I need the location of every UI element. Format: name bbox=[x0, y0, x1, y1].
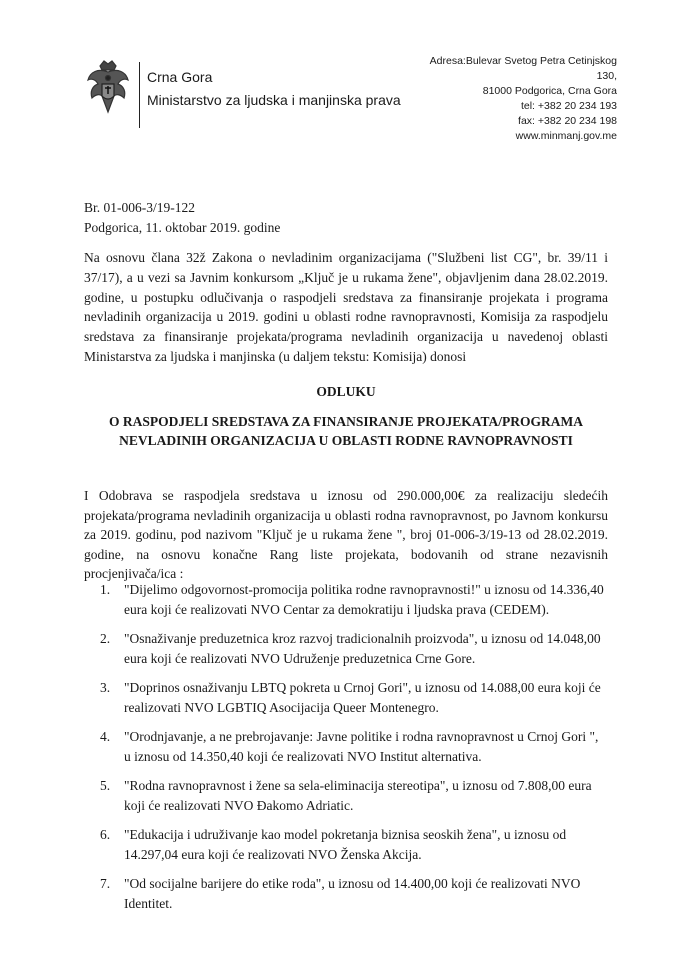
list-item-text: "Od socijalne barijere do etike roda", u iznosu od 14.400,00 koji će realizovati NVO Identitet. bbox=[124, 875, 581, 911]
website: www.minmanj.gov.me bbox=[515, 130, 617, 142]
list-item-text: "Edukacija i udruživanje kao model pokretanja biznisa seoskih žena", u iznosu od 14.297,04 eura koji će realizovati NVO Ženska Akcija. bbox=[124, 826, 567, 862]
subtitle-line1: O RASPODJELI SREDSTAVA ZA FINANSIRANJE PROJEKATA/PROGRAMA bbox=[109, 414, 583, 429]
address-line2: 130, bbox=[596, 70, 617, 82]
institution-name bbox=[147, 66, 401, 112]
list-item-number: 7. bbox=[100, 875, 111, 891]
address-line1: Adresa:Bulevar Svetog Petra Cetinjskog bbox=[429, 55, 617, 67]
intro-paragraph: Na osnovu člana 32ž Zakona o nevladinim organizacijama ("Službeni list CG", br. 39/11 i 37/17), a u vezi sa Javnim konkursom „Ključ je u rukama žene", objavljenim dana 28.02.2019. godine, u postupku odlučivanja o raspodjeli sredstava za finansiranje projekata i programa nevladinih organizacija u 2019. godini u oblasti rodne ravnopravnosti, Komisija za raspodjelu sredstava za finansiranje projekata/programa nevladinih organizacija u navedenoj oblasti Ministarstva za ljudska i manjinska (u daljem tekstu: Komisija) donosi bbox=[84, 250, 608, 364]
list-item bbox=[84, 727, 608, 766]
institution-line2: Ministarstvo za ljudska i manjinska prava bbox=[147, 92, 401, 108]
reference-number: Br. 01-006-3/19-122 bbox=[84, 200, 195, 215]
list-item-number: 5. bbox=[100, 777, 111, 793]
document-subtitle bbox=[84, 412, 608, 450]
list-item-number: 3. bbox=[100, 679, 111, 695]
subtitle-line2: NEVLADINIH ORGANIZACIJA U OBLASTI RODNE RAVNOPRAVNOSTI bbox=[119, 433, 573, 448]
list-item bbox=[84, 776, 608, 815]
document-title: ODLUKU bbox=[316, 384, 376, 399]
list-item-number: 6. bbox=[100, 826, 111, 842]
address-line3: 81000 Podgorica, Crna Gora bbox=[482, 85, 617, 97]
list-item-number: 4. bbox=[100, 728, 111, 744]
list-item bbox=[84, 580, 608, 619]
project-list bbox=[84, 580, 608, 923]
list-item-text: "Rodna ravnopravnost i žene sa sela-eliminacija stereotipa", u iznosu od 7.808,00 eura koji će realizovati NVO Đakomo Adriatic. bbox=[124, 777, 592, 813]
list-item bbox=[84, 629, 608, 668]
letterhead bbox=[0, 0, 679, 140]
list-item bbox=[84, 874, 608, 913]
list-item-text: "Doprinos osnaživanju LBTQ pokreta u Crnoj Gori", u iznosu od 14.088,00 eura koji će realizovati NVO LGBTIQ Asocijacija Queer Montenegro. bbox=[124, 679, 601, 715]
list-item-number: 1. bbox=[100, 582, 111, 597]
list-item bbox=[84, 825, 608, 864]
list-item-text: "Orodnjavanje, a ne prebrojavanje: Javne politike i rodna ravnopravnost u Crnoj Gori ", u iznosu od 14.350,40 koji će realizovati NVO Institut alternativa. bbox=[124, 728, 599, 764]
institution-line1: Crna Gora bbox=[147, 69, 213, 85]
list-item-number: 2. bbox=[100, 630, 111, 646]
list-item-text: "Osnaživanje preduzetnica kroz razvoj tradicionalnih proizvoda", u iznosu od 14.048,00 eura koji će realizovati NVO Udruženje preduzetnica Crne Gore. bbox=[124, 630, 601, 666]
section-one-paragraph: I Odobrava se raspodjela sredstava u iznosu od 290.000,00€ za realizaciju sledećih projekata/programa nevladinih organizacija u oblasti rodna ravnopravnost, po Javnom konkursu za 2019. godinu, pod nazivom "Ključ je u rukama žene ", broj 01-006-3/19-13 od 28.02.2019. godine, na osnovu konačne Rang liste projekata, bodovanih od strane nezavisnih procjenjivača/ica : bbox=[84, 488, 608, 582]
address-block bbox=[430, 54, 617, 144]
document-meta bbox=[84, 198, 280, 238]
phone: tel: +382 20 234 193 bbox=[520, 100, 617, 112]
place-date: Podgorica, 11. oktobar 2019. godine bbox=[84, 220, 281, 235]
list-item bbox=[84, 678, 608, 717]
coat-of-arms-icon bbox=[84, 58, 132, 116]
fax: fax: +382 20 234 198 bbox=[518, 115, 617, 127]
header-divider bbox=[139, 62, 140, 128]
list-item-text: "Dijelimo odgovornost-promocija politika rodne ravnopravnosti!" u iznosu od 14.336,40 eura koji će realizovati NVO Centar za demokratiju i ljudska prava (CEDEM). bbox=[124, 582, 604, 617]
